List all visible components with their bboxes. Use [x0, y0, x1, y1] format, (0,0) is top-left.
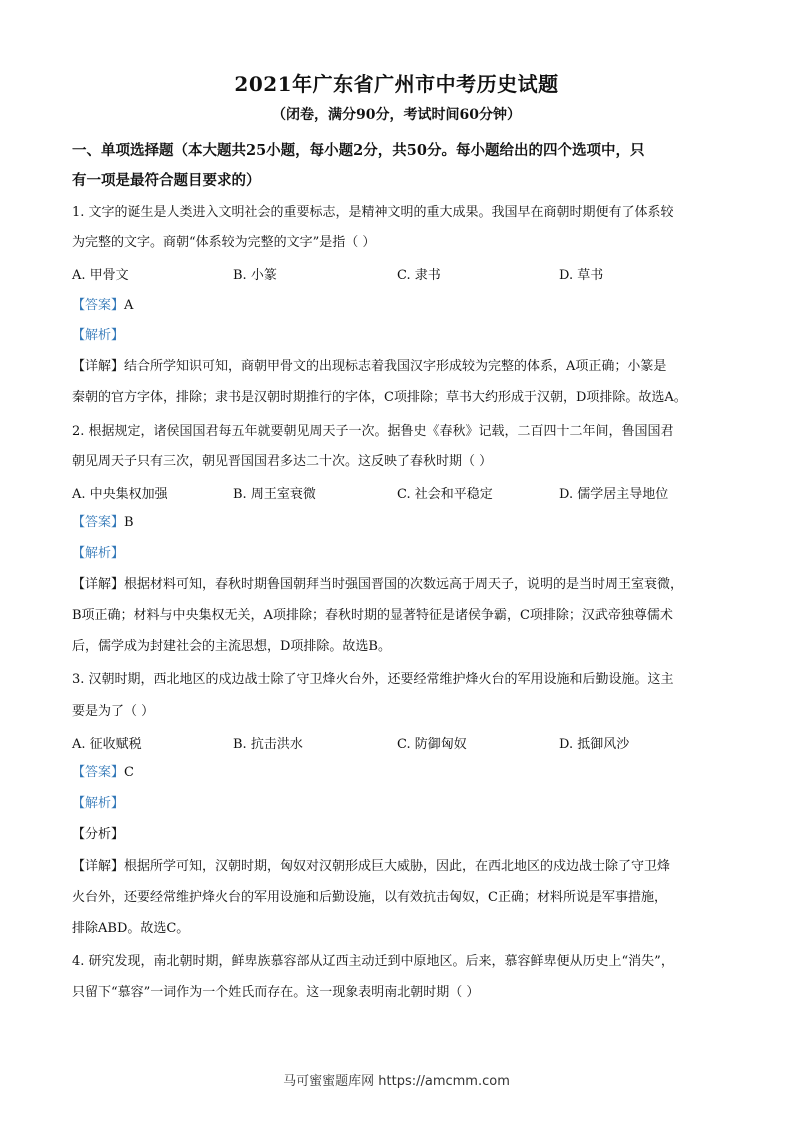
q3-option-d: D. 抵御风沙: [559, 737, 630, 752]
q3-detail-line1: 【详解】根据所学可知，汉朝时期，匈奴对汉朝形成巨大威胁，因此，在西北地区的戍边战士除了守卫烽: [72, 859, 671, 874]
q2-stem-line1: 2. 根据规定，诸侯国国君每五年就要朝见周天子一次。据鲁史《春秋》记载，二百四十二年间，鲁国国君: [72, 424, 674, 439]
answer-tag: 【答案】: [72, 298, 125, 313]
footer-watermark: 马可蜜蜜题库网 https://amcmm.com: [283, 1074, 510, 1089]
q3-answer-value: C: [124, 765, 134, 780]
q2-answer-value: B: [124, 515, 134, 530]
q3-fenxi-tag: 【分析】: [72, 827, 125, 842]
q1-stem-line1: 1. 文字的诞生是人类进入文明社会的重要标志，是精神文明的重大成果。我国早在商朝时期便有了体系较: [72, 205, 674, 220]
q2-option-c: C. 社会和平稳定: [397, 487, 493, 502]
q4-stem-line1: 4. 研究发现，南北朝时期，鲜卑族慕容部从辽西主动迁到中原地区。后来，慕容鲜卑便从历史上“消失”，: [72, 954, 674, 969]
q1-analysis-tag: 【解析】: [72, 328, 125, 343]
q3-detail-line3: 排除ABD。故选C。: [72, 921, 190, 936]
q2-detail-line2: B项正确；材料与中央集权无关，A项排除；春秋时期的显著特征是诸侯争霸，C项排除；汉武帝独尊儒术: [72, 608, 673, 623]
q2-option-b: B. 周王室衰微: [233, 487, 316, 502]
q1-options: [72, 264, 727, 284]
q3-options: [72, 733, 727, 753]
answer-tag: 【答案】: [72, 515, 125, 530]
q2-stem-line2: 朝见周天子只有三次，朝见晋国国君多达二十次。这反映了春秋时期（ ）: [72, 454, 493, 469]
q3-option-c: C. 防御匈奴: [397, 737, 467, 752]
page-title: 2021年广东省广州市中考历史试题: [234, 72, 559, 96]
q2-options: [72, 483, 727, 503]
q2-analysis-tag: 【解析】: [72, 546, 125, 561]
answer-tag: 【答案】: [72, 765, 125, 780]
page-subtitle: （闭卷，满分90分，考试时间60分钟）: [272, 107, 521, 123]
q3-stem-line2: 要是为了（ ）: [72, 704, 155, 719]
q1-detail-line2: 秦朝的官方字体，排除；隶书是汉朝时期推行的字体，C项排除；草书大约形成于汉朝，D项排除。故选A。: [72, 390, 687, 405]
q4-stem-line2: 只留下“慕容”一词作为一个姓氏而存在。这一现象表明南北朝时期（ ）: [72, 985, 480, 1000]
q2-detail-line1: 【详解】根据材料可知，春秋时期鲁国朝拜当时强国晋国的次数远高于周天子，说明的是当时周王室衰微，: [72, 577, 684, 592]
q1-option-c: C. 隶书: [397, 268, 441, 283]
q2-detail-line3: 后，儒学成为封建社会的主流思想，D项排除。故选B。: [72, 639, 391, 654]
q2-answer: [72, 513, 727, 533]
q1-option-b: B. 小篆: [233, 268, 277, 283]
section-heading-line1: 一、单项选择题（本大题共25小题，每小题2分，共50分。每小题给出的四个选项中，只: [72, 142, 645, 159]
q1-answer: [72, 296, 727, 316]
q1-option-d: D. 草书: [559, 268, 604, 283]
q3-option-b: B. 抗击洪水: [233, 737, 303, 752]
q3-stem-line1: 3. 汉朝时期，西北地区的戍边战士除了守卫烽火台外，还要经常维护烽火台的军用设施和后勤设施。这主: [72, 672, 674, 687]
q3-option-a: A. 征收赋税: [72, 737, 142, 752]
q1-option-a: A. 甲骨文: [72, 268, 129, 283]
q1-detail-line1: 【详解】结合所学知识可知，商朝甲骨文的出现标志着我国汉字形成较为完整的体系，A项正确；小篆是: [72, 359, 667, 374]
q3-analysis-tag: 【解析】: [72, 796, 125, 811]
q1-answer-value: A: [124, 298, 134, 313]
q3-detail-line2: 火台外，还要经常维护烽火台的军用设施和后勤设施，以有效抗击匈奴，C正确；材料所说是军事措施，: [72, 890, 667, 905]
q2-option-d: D. 儒学居主导地位: [559, 487, 669, 502]
q2-option-a: A. 中央集权加强: [72, 487, 168, 502]
section-heading-line2: 有一项是最符合题目要求的）: [72, 172, 261, 189]
q3-answer: [72, 763, 727, 783]
q1-stem-line2: 为完整的文字。商朝“体系较为完整的文字”是指（ ）: [72, 235, 376, 250]
